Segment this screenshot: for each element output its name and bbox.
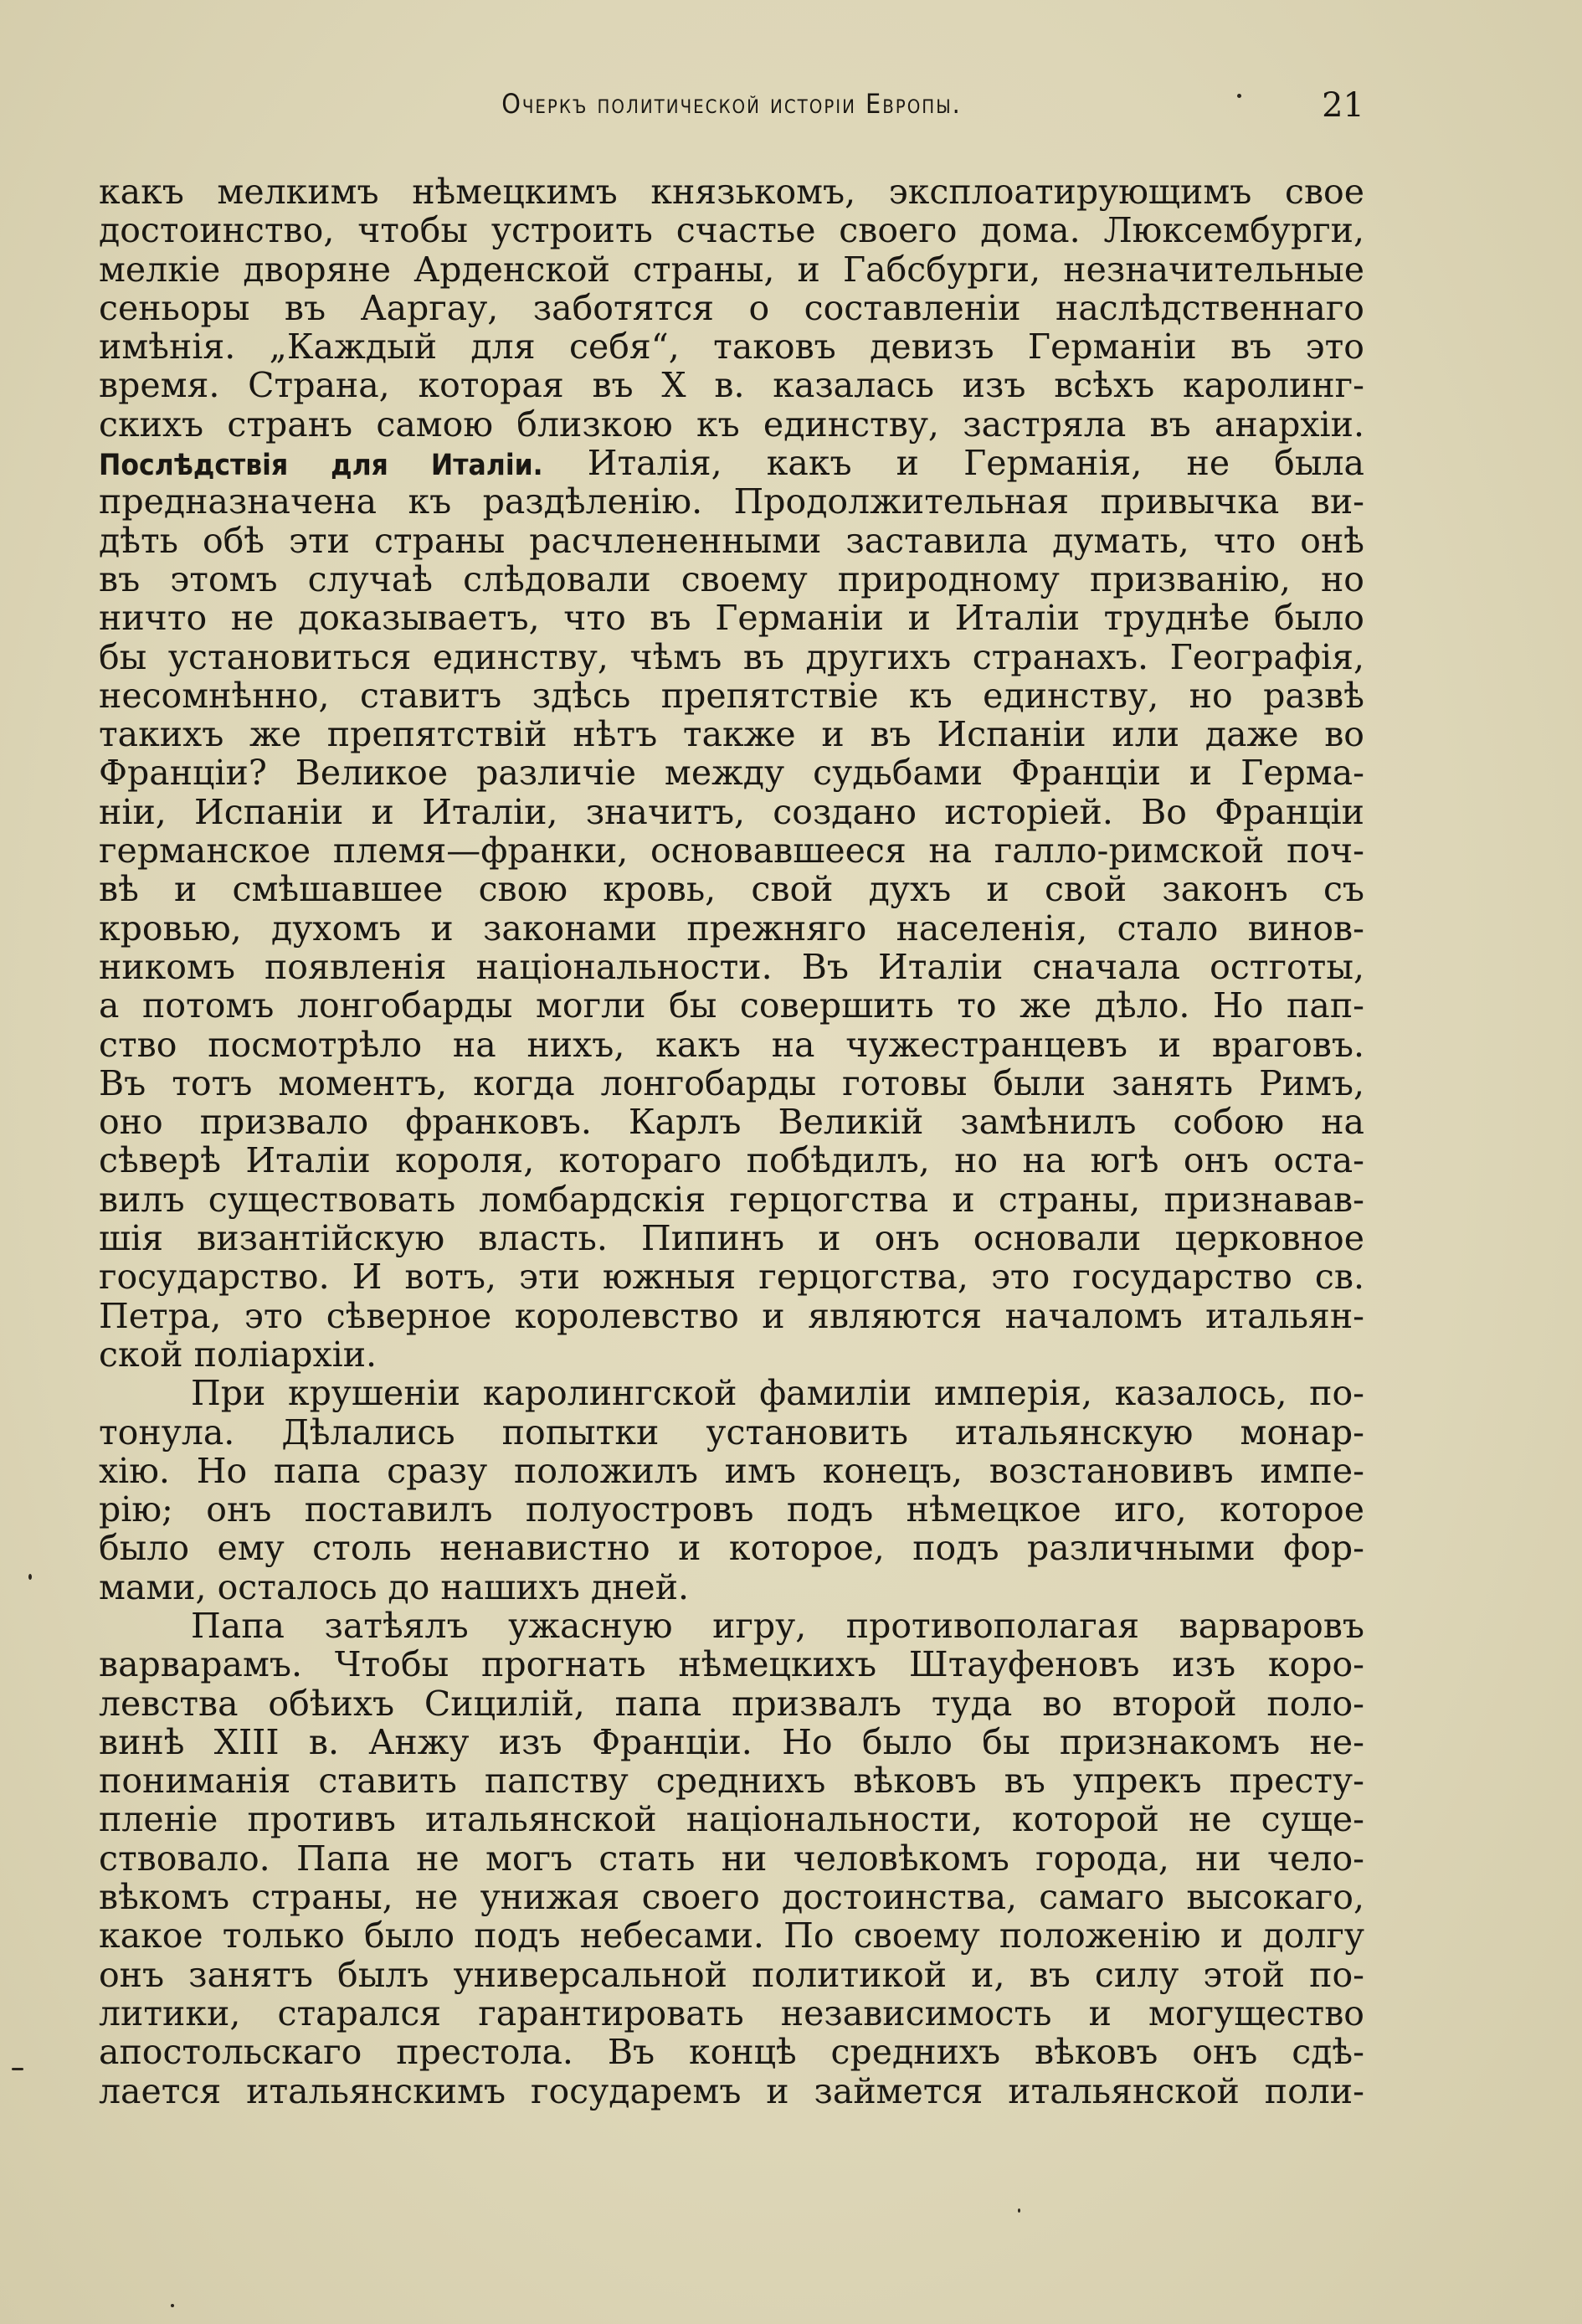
text-line: винѣ XIII в. Анжу изъ Франціи. Но было бы признакомъ не- — [99, 1722, 1364, 1762]
text-line: пониманія ставить папству среднихъ вѣковъ въ упрекъ престу- — [99, 1761, 1364, 1801]
text-line: При крушеніи каролингской фамиліи имперія, казалось, по- — [191, 1374, 1364, 1413]
text-line: время. Страна, которая въ X в. казалась изъ всѣхъ каролинг- — [99, 366, 1364, 405]
text-line: сеньоры въ Ааргау, заботятся о составленіи наслѣдственнаго — [99, 288, 1364, 328]
text-line: вѣкомъ страны, не унижая своего достоинства, самаго высокаго, — [99, 1878, 1364, 1917]
text-line: ство посмотрѣло на нихъ, какъ на чужестранцевъ и враговъ. — [99, 1025, 1364, 1064]
text-line: пленіе противъ итальянской національности, которой не суще- — [99, 1800, 1364, 1839]
text-line: Папа затѣялъ ужасную игру, противополагая варваровъ — [191, 1606, 1364, 1646]
text-line: ской поліархіи. — [99, 1334, 378, 1375]
body-text — [99, 172, 1364, 2111]
text-line: сѣверѣ Италіи короля, котораго побѣдилъ, но на югѣ онъ оста- — [99, 1141, 1364, 1180]
text-line: хію. Но папа сразу положилъ имъ конецъ, возстановивъ импе- — [99, 1451, 1364, 1491]
text-line: какое только было подъ небесами. По своему положенію и долгу — [99, 1916, 1364, 1956]
text-line: дѣть обѣ эти страны расчлененными заставила думать, что онѣ — [99, 521, 1364, 560]
paper-speck — [1237, 94, 1241, 98]
text-line: тонула. Дѣлались попытки установить итальянскую монар- — [99, 1412, 1364, 1452]
page-number: 21 — [1322, 86, 1364, 125]
text-line: рію; онъ поставилъ полуостровъ подъ нѣмецкое иго, которое — [99, 1490, 1364, 1530]
text-line: а потомъ лонгобарды могли бы совершить то же дѣло. Но пап- — [99, 986, 1364, 1026]
text-line: скихъ странъ самою близкою къ единству, застряла въ анархіи. — [99, 404, 1364, 445]
text-line: левства обѣихъ Сицилій, папа призвалъ туда во второй поло- — [99, 1684, 1364, 1723]
text-line: какъ мелкимъ нѣмецкимъ князькомъ, эксплоатирующимъ свое — [99, 172, 1364, 212]
text-line: было ему столь ненавистно и которое, подъ различными фор- — [99, 1529, 1364, 1568]
text-line: несомнѣнно, ставитъ здѣсь препятствіе къ единству, но развѣ — [99, 676, 1364, 716]
text-line: варварамъ. Чтобы прогнать нѣмецкихъ Штауфеновъ изъ коро- — [99, 1645, 1364, 1684]
running-title: Очеркъ политической исторіи Европы. — [501, 88, 962, 120]
text-line: мами, осталось до нашихъ дней. — [99, 1567, 690, 1607]
text-line: предназначена къ раздѣленію. Продолжительная привычка ви- — [99, 482, 1364, 522]
text-line: въ этомъ случаѣ слѣдовали своему природному призванію, но — [99, 559, 1364, 599]
text-line: государство. И вотъ, эти южныя герцогства, это государство св. — [99, 1257, 1364, 1297]
text-line: германское племя—франки, основавшееся на галло-римской поч- — [99, 831, 1364, 871]
text-line: ніи, Испаніи и Италіи, значитъ, создано исторіей. Во Франціи — [99, 792, 1364, 832]
paper-speck — [12, 2068, 23, 2070]
text-line: литики, старался гарантировать независимость и могущество — [99, 1993, 1364, 2034]
text-line: онъ занятъ былъ универсальной политикой и, въ силу этой по- — [99, 1955, 1364, 1994]
text-line: бы установиться единству, чѣмъ въ другихъ странахъ. Географія, — [99, 637, 1364, 676]
text-line: вѣ и смѣшавшее свою кровь, свой духъ и свой законъ съ — [99, 870, 1364, 909]
text-line: апостольскаго престола. Въ концѣ среднихъ вѣковъ онъ сдѣ- — [99, 2033, 1364, 2072]
text-line: ничто не доказываетъ, что въ Германіи и Италіи труднѣе было — [99, 599, 1364, 638]
text-line: достоинство, чтобы устроить счастье своего дома. Люксембурги, — [99, 211, 1364, 250]
text-line: такихъ же препятствій нѣтъ также и въ Испаніи или даже во — [99, 715, 1364, 754]
text-line: Франціи? Великое различіе между судьбами Франціи и Герма- — [99, 753, 1364, 793]
text-line: ствовало. Папа не могъ стать ни человѣкомъ города, ни чело- — [99, 1838, 1364, 1879]
text-line: никомъ появленія національности. Въ Италіи сначала остготы, — [99, 947, 1364, 987]
sidehead: Послѣдствія для Италіи. — [99, 449, 543, 483]
text-line-rest: Италія, какъ и Германія, не была — [587, 444, 1364, 483]
paper-speck — [28, 1574, 32, 1580]
text-line: Въ тотъ моментъ, когда лонгобарды готовы были занять Римъ, — [99, 1063, 1364, 1103]
running-head — [99, 88, 1364, 138]
paper-speck — [1018, 2208, 1020, 2213]
text-line: имѣнія. „Каждый для себя“, таковъ девизъ Германіи въ это — [99, 327, 1364, 367]
text-line: лается итальянскимъ государемъ и займется итальянской поли- — [99, 2071, 1364, 2111]
text-line: вилъ существовать ломбардскія герцогства и страны, признавав- — [99, 1180, 1364, 1220]
text-line: оно призвало франковъ. Карлъ Великій замѣнилъ собою на — [99, 1103, 1364, 1142]
paper-speck — [171, 2304, 174, 2307]
text-line-with-sidehead — [99, 444, 1364, 482]
text-line: шія византійскую власть. Пипинъ и онъ основали церковное — [99, 1219, 1364, 1258]
text-line: кровью, духомъ и законами прежняго населенія, стало винов- — [99, 908, 1364, 948]
text-line: Петра, это сѣверное королевство и являются началомъ итальян- — [99, 1296, 1364, 1335]
text-line: мелкіе дворяне Арденской страны, и Габсбурги, незначительные — [99, 249, 1364, 289]
